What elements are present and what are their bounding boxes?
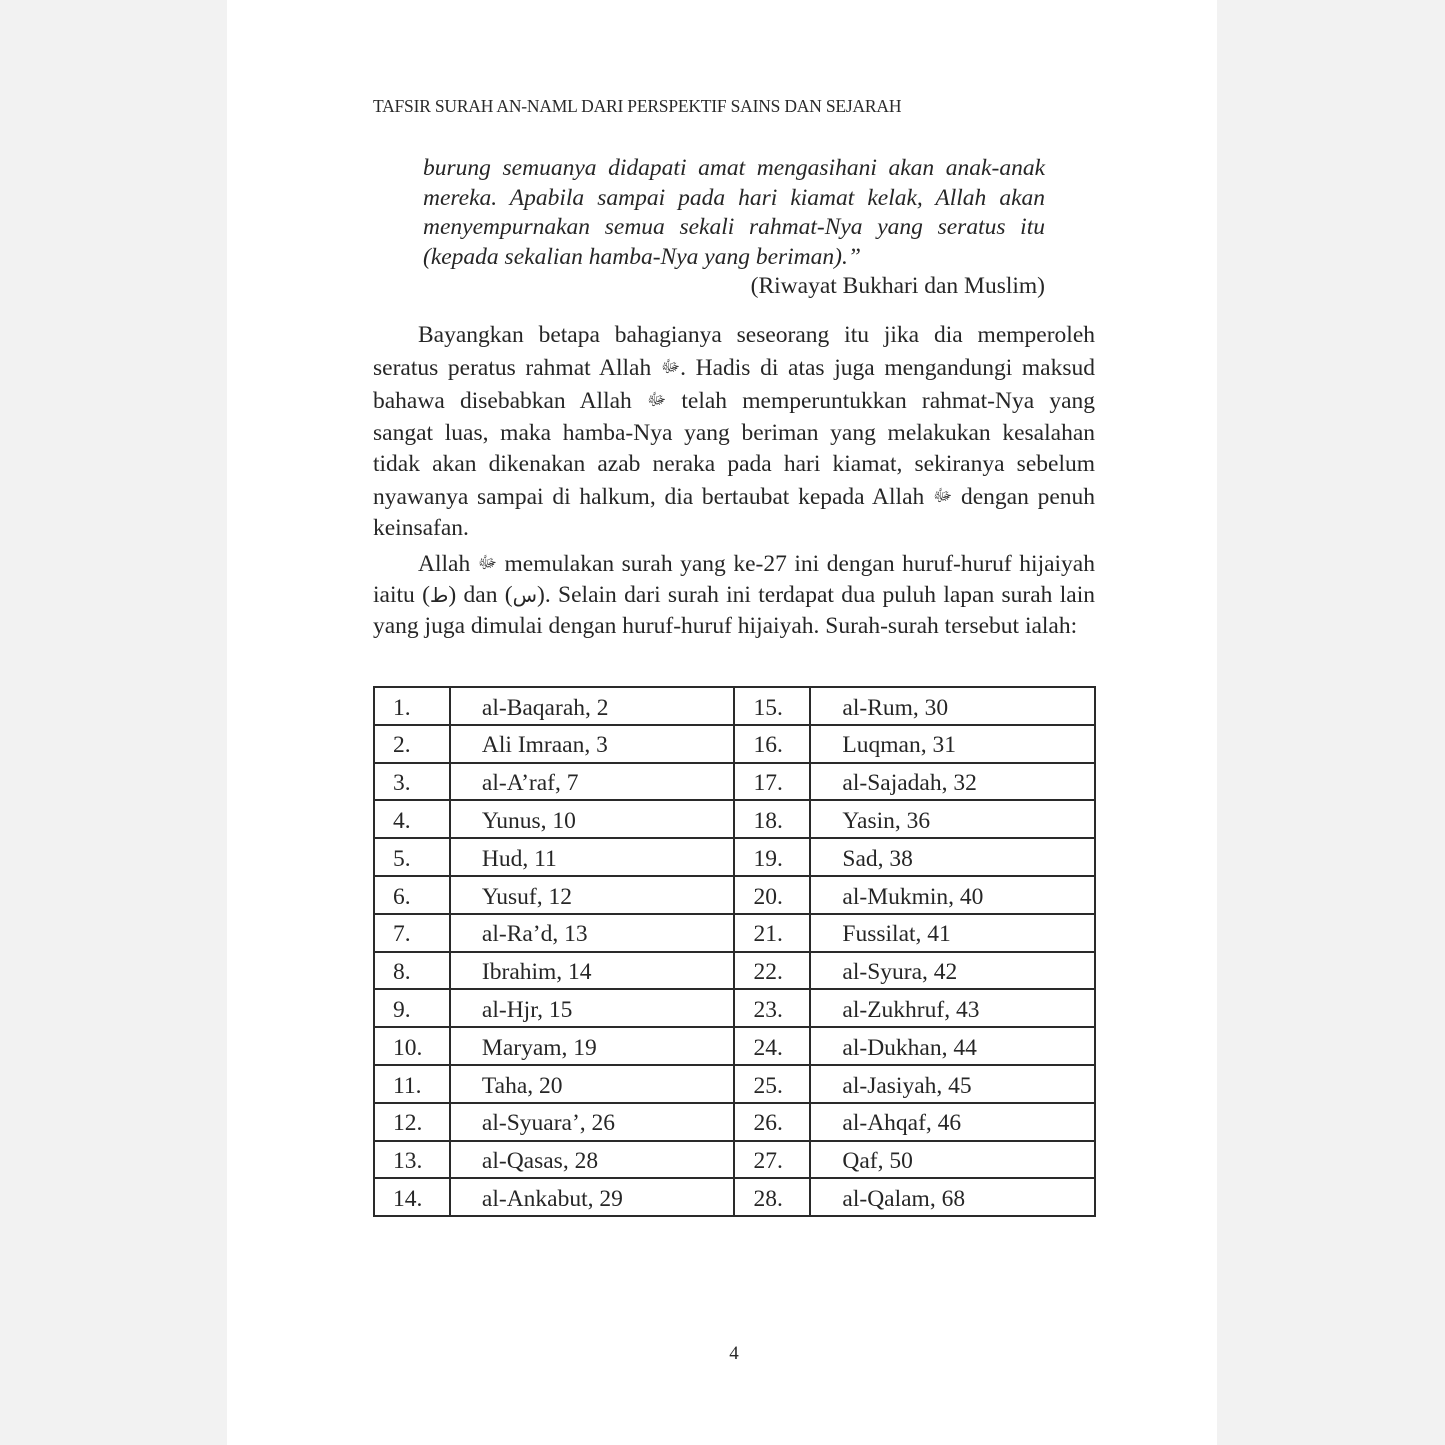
surah-name: Hud, 11 [450,838,735,876]
table-row [374,838,1095,876]
honorific-icon: ﷻ [933,486,953,506]
paragraph-text: dengan penuh keinsafan. [373,484,1095,542]
table-row [374,952,1095,990]
surah-number: 25. [734,1065,810,1103]
page-number: 4 [729,1343,739,1364]
table-row [374,725,1095,763]
surah-number: 21. [734,914,810,952]
surah-number: 24. [734,1027,810,1065]
surah-name: al-Sajadah, 32 [810,763,1095,801]
surah-name: al-Qalam, 68 [810,1178,1095,1216]
surah-number: 1. [374,687,450,725]
table-row [374,1178,1095,1216]
surah-number: 23. [734,989,810,1027]
surah-name: Ibrahim, 14 [450,952,735,990]
surah-number: 7. [374,914,450,952]
table-row [374,1065,1095,1103]
arabic-letter-ta: ط [429,583,449,608]
surah-name: Ali Imraan, 3 [450,725,735,763]
paragraph-text: Allah [418,551,478,577]
table-row [374,914,1095,952]
honorific-icon: ﷻ [646,390,667,410]
table-row [374,1027,1095,1065]
honorific-icon: ﷻ [477,553,497,572]
paragraph-text: ). Selain dari surah ini terdapat dua puluh lapan surah lain yang juga dimulai dengan huruf-huruf hijaiyah. Surah-surah tersebut ialah: [373,582,1095,640]
arabic-letter-sin: س [512,583,538,608]
paragraph-text: ) dan ( [448,582,513,609]
table-row [374,876,1095,914]
surah-number: 17. [734,763,810,801]
surah-number: 26. [734,1103,810,1141]
surah-name: al-Dukhan, 44 [810,1027,1095,1065]
surah-number: 14. [374,1178,450,1216]
paragraph-text: . Hadis di atas juga mengandungi maksud bahawa disebabkan Allah [373,355,1096,415]
surah-number: 10. [374,1027,450,1065]
paragraph-text: Bayangkan betapa bahagianya seseorang itu jika dia memperoleh seratus peratus rahmat Allah [373,322,1095,382]
surah-name: Taha, 20 [450,1065,735,1103]
paragraph-2 [373,547,1095,643]
surah-number: 19. [734,838,810,876]
surah-number: 22. [734,952,810,990]
surah-number: 12. [374,1103,450,1141]
table-row [374,800,1095,838]
surah-name: al-A’raf, 7 [450,763,735,801]
table-row [374,1141,1095,1179]
surah-name: al-Hjr, 15 [450,989,735,1027]
surah-name: Yusuf, 12 [450,876,735,914]
surah-name: al-Qasas, 28 [450,1141,735,1179]
surah-number: 20. [734,876,810,914]
surah-number: 8. [374,952,450,990]
surah-name: al-Baqarah, 2 [450,687,735,725]
quote-source: (Riwayat Bukhari dan Muslim) [750,273,1045,299]
surah-name: Luqman, 31 [810,725,1095,763]
table-row [374,989,1095,1027]
surah-name: Yasin, 36 [810,800,1095,838]
hadith-quote: burung semuanya didapati amat mengasihani akan anak-anak mereka. Apabila sampai pada hari kiamat kelak, Allah akan menyempurnakan semua sekali rahmat-Nya yang seratus itu (kepada sekalian hamba-Nya yang beriman).” [423,155,1045,270]
surah-number: 2. [374,725,450,763]
paragraph-1 [373,320,1095,544]
surah-name: Maryam, 19 [450,1027,735,1065]
surah-number: 27. [734,1141,810,1179]
surah-name: al-Syuara’, 26 [450,1103,735,1141]
surah-number: 16. [734,725,810,763]
honorific-icon: ﷻ [660,357,681,377]
surah-name: Qaf, 50 [810,1141,1095,1179]
surah-number: 3. [374,763,450,801]
surah-number: 11. [374,1065,450,1103]
surah-table [373,686,1096,1217]
table-row [374,687,1095,725]
surah-name: al-Syura, 42 [810,952,1095,990]
surah-name: Yunus, 10 [450,800,735,838]
table-row [374,1103,1095,1141]
surah-name: Fussilat, 41 [810,914,1095,952]
surah-name: al-Ahqaf, 46 [810,1103,1095,1141]
surah-number: 6. [374,876,450,914]
surah-number: 4. [374,800,450,838]
table-row [374,763,1095,801]
paragraph-text: telah memperuntukkan rahmat-Nya yang sangat luas, maka hamba-Nya yang beriman yang melakukan kesalahan tidak akan dikenakan azab neraka pada hari kiamat, sekiranya sebelum nyawanya sampai di halkum, dia bertaubat kepada Allah [373,388,1095,511]
running-head: TAFSIR SURAH AN-NAML DARI PERSPEKTIF SAINS DAN SEJARAH [373,96,902,116]
surah-number: 13. [374,1141,450,1179]
paragraph-text: memulakan surah yang ke-27 ini dengan huruf-huruf hijaiyah iaitu ( [373,551,1095,609]
surah-number: 9. [374,989,450,1027]
surah-number: 15. [734,687,810,725]
surah-table-body [374,687,1095,1216]
surah-name: Sad, 38 [810,838,1095,876]
surah-name: al-Mukmin, 40 [810,876,1095,914]
surah-number: 5. [374,838,450,876]
surah-name: al-Ankabut, 29 [450,1178,735,1216]
surah-name: al-Rum, 30 [810,687,1095,725]
surah-name: al-Jasiyah, 45 [810,1065,1095,1103]
surah-name: al-Zukhruf, 43 [810,989,1095,1027]
surah-number: 28. [734,1178,810,1216]
surah-name: al-Ra’d, 13 [450,914,735,952]
book-page [227,0,1217,1445]
surah-number: 18. [734,800,810,838]
